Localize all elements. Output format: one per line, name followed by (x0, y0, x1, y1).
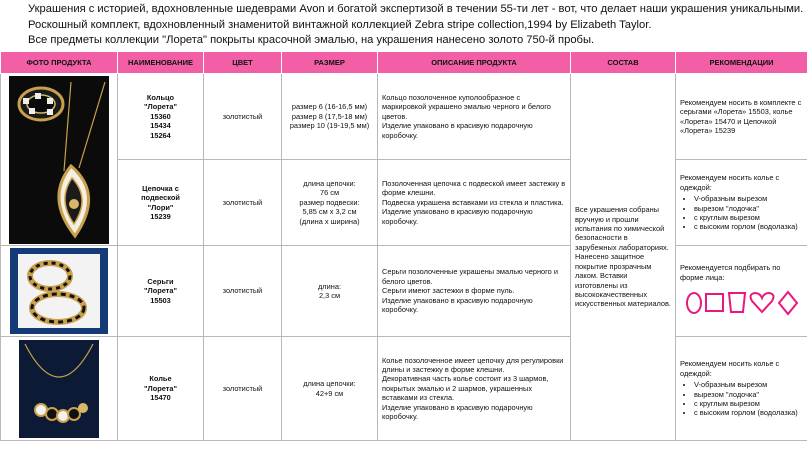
oval-face-icon (687, 293, 701, 313)
product-code: 15239 (150, 211, 171, 221)
product-code: 15503 (150, 295, 171, 305)
description-line: Подвеска украшена вставками из стекла и пластика. (382, 197, 564, 207)
necklace-image (19, 340, 99, 438)
table-row (1, 246, 807, 337)
product-line: "Лори" (147, 202, 174, 212)
list-item: • с круглым вырезом (694, 399, 803, 408)
description-line: Изделие упаковано в красивую подарочную коробочку. (382, 121, 533, 140)
name-cell-ring (118, 74, 204, 160)
header-description: ОПИСАНИЕ ПРОДУКТА (378, 52, 571, 74)
header-name: НАИМЕНОВАНИЕ (118, 52, 204, 74)
product-name: Кольцо (146, 92, 175, 102)
size-line: размер 8 (17,5-18 мм) (291, 111, 368, 121)
description-cell-necklace (378, 337, 571, 441)
color-cell: золотистый (204, 74, 282, 160)
product-line: "Лорета" (144, 286, 177, 296)
size-line: (длина х ширина) (299, 216, 360, 226)
product-line: "Лорета" (144, 383, 177, 393)
size-line: размер 10 (19-19,5 мм) (289, 121, 370, 131)
recommendation-text: Рекомендуется подбирать по форме лица: (680, 263, 781, 282)
size-line: 2,3 см (318, 291, 341, 300)
square-face-icon (706, 294, 723, 311)
name-cell-earrings (118, 246, 204, 337)
intro-line-2: Роскошный комплект, вдохновленный знаменитой винтажной коллекцией Zebra stripe collection,1994 by Elizabeth Taylor. (28, 18, 652, 31)
color-cell: золотистый (204, 246, 282, 337)
list-item: • с высоким горлом (водолазка) (694, 408, 803, 417)
list-item: • вырезом "лодочка" (694, 390, 803, 399)
product-code: 15434 (150, 121, 171, 131)
table-row (1, 337, 807, 441)
color-cell: золотистый (204, 160, 282, 246)
list-item: • с высоким горлом (водолазка) (694, 222, 803, 231)
recommendation-cell-necklace (676, 337, 807, 441)
intro-line-3: Все предметы коллекции "Лорета" покрыты красочной эмалью, на украшения нанесено золото 750-й пробы. (28, 34, 595, 46)
ring-pendant-image (9, 76, 109, 244)
size-line: размер подвески: (299, 197, 360, 207)
table-row (1, 74, 807, 160)
header-color: ЦВЕТ (204, 52, 282, 74)
description-line: Серьги имеют застежки в форме пуль. (382, 286, 515, 296)
size-line: 5,85 см х 3,2 см (302, 207, 357, 217)
list-item: • с круглым вырезом (694, 213, 803, 222)
color-cell: золотистый (204, 337, 282, 441)
product-table (0, 51, 807, 441)
description-line: Изделие упаковано в красивую подарочную коробочку. (382, 295, 533, 315)
list-item: • V-образным вырезом (694, 380, 803, 389)
product-code: 15470 (150, 393, 171, 403)
size-line: размер 6 (16-16,5 мм) (291, 102, 368, 112)
size-line: 42+9 см (315, 388, 344, 398)
size-line: длина цепочки: (303, 379, 356, 389)
size-cell-chain (282, 160, 378, 246)
header-composition: СОСТАВ (571, 52, 676, 74)
name-cell-chain (118, 160, 204, 246)
list-item: • V-образным вырезом (694, 194, 803, 203)
product-line: "Лорета" (144, 102, 177, 112)
list-item: • вырезом "лодочка" (694, 204, 803, 213)
earrings-image (10, 248, 108, 334)
recommendation-cell-ring: Рекомендуем носить в комплекте с серьгами «Лорета» 15503, колье «Лорета» 15470 и Цепочкой «Лорета» 15239 (676, 74, 807, 160)
size-line: длина цепочки: (303, 178, 356, 188)
product-name: Цепочка с подвеской (141, 183, 180, 203)
table-header-row (1, 52, 807, 74)
product-name: Колье (149, 374, 172, 384)
intro-line-1: Украшения с историей, вдохновленные шедеврами Avon и богатой экспертизой в течении 55-ти лет - вот, что делает наши украшения уникальными. (28, 3, 804, 15)
recommendation-cell-earrings (676, 246, 807, 337)
photo-necklace (1, 337, 118, 441)
table-row (1, 160, 807, 246)
size-cell-ring (282, 74, 378, 160)
photo-ring-pendant (1, 74, 118, 246)
description-line: Изделие упаковано в красивую подарочную коробочку. (382, 207, 533, 226)
face-shapes-icons (684, 290, 802, 316)
recommendation-title: Рекомендуем носить колье с одеждой: (680, 359, 780, 378)
description-cell-ring (378, 74, 571, 160)
product-code: 15264 (150, 130, 171, 140)
composition-cell: Все украшения собраны вручную и прошли испытания по химической безопасности в зарубежных лабораториях. Нанесено защитное покрытие прозрачным лаком. Вставки изготовлены из высококачественных искусственных материалов. (571, 74, 676, 441)
heart-face-icon (751, 293, 774, 312)
description-cell-chain (378, 160, 571, 246)
intro-text (0, 0, 807, 48)
description-line: Позолоченная цепочка с подвеской имеет застежку в форме клешни. (382, 178, 566, 198)
size-line: длина: (318, 281, 341, 291)
size-line: 76 см (319, 188, 340, 198)
description-line: Колье позолоченное имеет цепочку для регулировки длины и застежку в форме клешни. (382, 355, 564, 374)
recommendation-title: Рекомендуем носить колье с одеждой: (680, 173, 780, 192)
description-line: Серьги позолоченные украшены эмалью черного и белого цветов. (382, 267, 558, 286)
name-cell-necklace (118, 337, 204, 441)
product-code: 15360 (150, 111, 171, 121)
product-name: Серьги (147, 276, 174, 286)
recommendation-cell-chain (676, 160, 807, 246)
face-shapes (680, 290, 803, 318)
size-cell-earrings (282, 246, 378, 337)
rectangle-face-icon (729, 293, 745, 312)
description-cell-earrings (378, 246, 571, 337)
description-line: Кольцо позолоченное куполообразное с маркировкой украшено эмалью черного и белого цветов. (382, 92, 551, 121)
header-photo: ФОТО ПРОДУКТА (1, 52, 118, 74)
description-line: Изделие упаковано в красивую подарочную коробочку. (382, 402, 533, 422)
photo-earrings (1, 246, 118, 337)
description-line: Декоративная часть колье состоит из 3 шармов, покрытых эмалью и 2 шармов, украшенных вставками из стекла. (382, 374, 549, 403)
size-cell-necklace (282, 337, 378, 441)
header-size: РАЗМЕР (282, 52, 378, 74)
diamond-face-icon (779, 292, 797, 314)
header-recommendations: РЕКОМЕНДАЦИИ (676, 52, 807, 74)
